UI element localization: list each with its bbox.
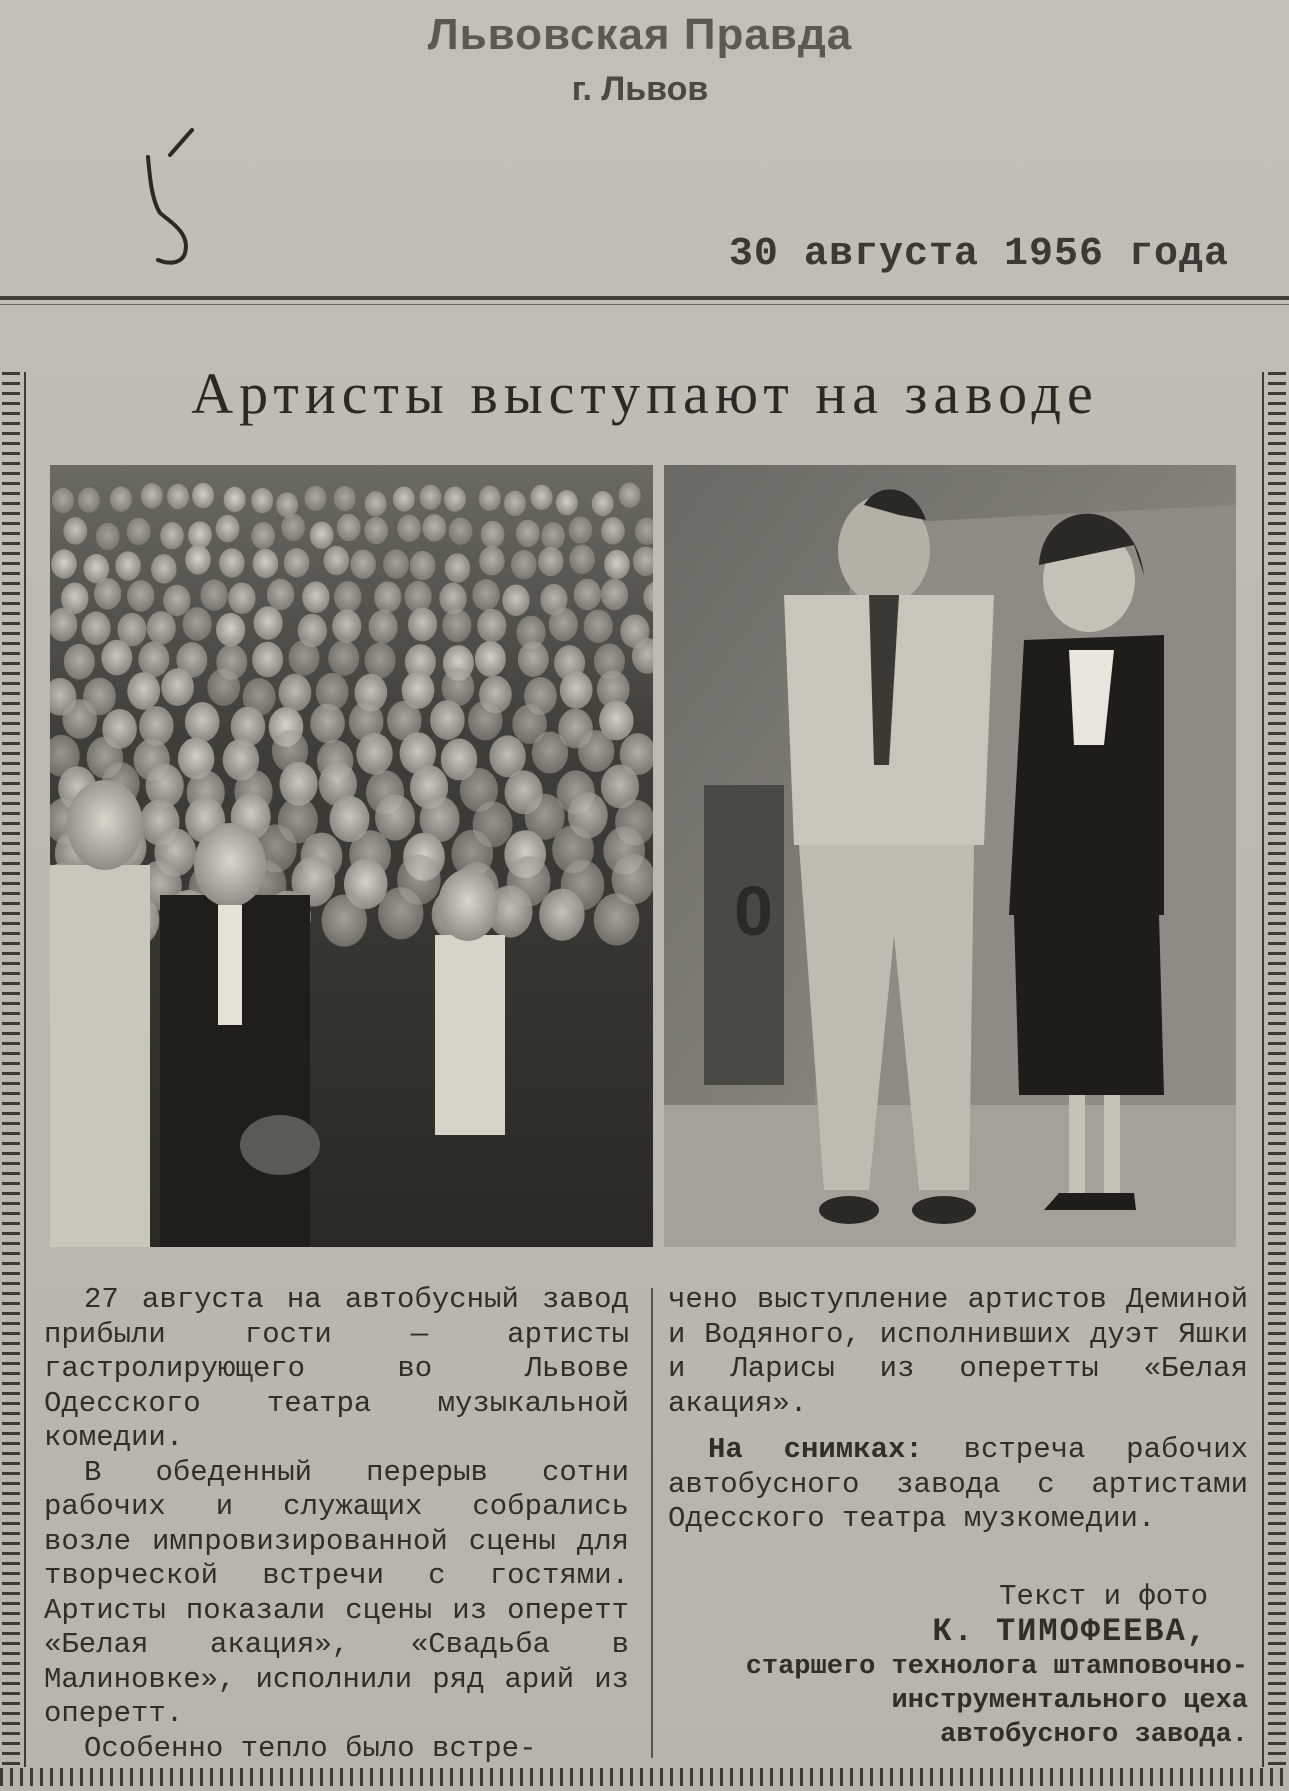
crowd-face bbox=[63, 517, 87, 544]
crowd-face bbox=[161, 668, 194, 706]
header-rule-thin bbox=[0, 304, 1289, 305]
border-line-right bbox=[1262, 372, 1264, 1767]
crowd-face bbox=[276, 492, 298, 517]
crowd-photo-image bbox=[50, 465, 653, 1247]
crowd-face bbox=[302, 581, 329, 613]
crowd-face bbox=[62, 699, 97, 739]
paragraph-3: Особенно тепло было встре- bbox=[84, 1731, 537, 1765]
newspaper-name: Львовская Правда bbox=[427, 10, 853, 59]
crowd-face bbox=[289, 640, 320, 676]
crowd-face bbox=[468, 701, 503, 741]
author-name: К. ТИМОФЕЕВА, bbox=[932, 1613, 1208, 1650]
crowd-face bbox=[569, 545, 595, 574]
crowd-face bbox=[192, 483, 214, 508]
crowd-face bbox=[430, 700, 465, 740]
crowd-face bbox=[310, 704, 345, 744]
column-separator bbox=[651, 1288, 653, 1758]
crowd-face bbox=[383, 549, 409, 578]
crowd-face bbox=[592, 491, 614, 516]
crowd-face bbox=[322, 895, 367, 947]
crowd-face bbox=[578, 730, 614, 772]
photo-caption bbox=[668, 1433, 1248, 1537]
crowd-face bbox=[356, 733, 392, 775]
article-headline: Артисты выступают на заводе bbox=[191, 361, 1099, 426]
crowd-face bbox=[350, 550, 376, 579]
crowd-face bbox=[52, 488, 74, 513]
crowd-face bbox=[96, 523, 120, 550]
crowd-face bbox=[601, 579, 628, 611]
crowd-face bbox=[138, 641, 169, 677]
credit-label: Текст и фото bbox=[999, 1580, 1208, 1613]
crowd-face bbox=[332, 609, 361, 643]
crowd-face bbox=[574, 579, 601, 611]
crowd-face bbox=[151, 554, 177, 583]
crowd-face bbox=[502, 584, 529, 616]
crowd-face bbox=[337, 514, 361, 541]
crowd-face bbox=[365, 491, 387, 516]
crowd-face bbox=[324, 546, 350, 575]
crowd-face bbox=[516, 520, 540, 547]
crowd-face bbox=[449, 517, 473, 544]
paragraph-1: 27 августа на автобусный завод прибыли гости — артисты гастролирующего во Львове Одесского театра музыкальной комедии. bbox=[44, 1283, 629, 1454]
svg-text:0: 0 bbox=[734, 872, 773, 950]
crowd-face bbox=[472, 579, 499, 611]
crowd-face bbox=[532, 732, 568, 774]
crowd-face bbox=[393, 486, 415, 511]
crowd-face bbox=[200, 579, 227, 611]
article-left-column bbox=[44, 1283, 629, 1766]
crowd-face bbox=[163, 585, 190, 617]
performers-photo-image bbox=[664, 465, 1236, 1247]
crowd-face bbox=[365, 643, 396, 679]
crowd-face bbox=[185, 702, 220, 742]
crowd-face bbox=[479, 486, 501, 511]
crowd-face bbox=[604, 550, 630, 579]
crowd-face bbox=[445, 553, 471, 582]
crowd-face bbox=[254, 606, 283, 640]
crowd-face bbox=[420, 485, 442, 510]
crowd-face bbox=[404, 581, 431, 613]
crowd-face bbox=[141, 483, 163, 508]
crowd-face bbox=[511, 550, 537, 579]
crowd-face bbox=[185, 545, 211, 574]
crowd-face bbox=[251, 488, 273, 513]
crowd-face bbox=[127, 580, 154, 612]
paragraph-2: В обеденный перерыв сотни рабочих и служащих собрались возле импровизированной сцены для творческой встречи с гостями. Артисты показали сцены из оперетт «Белая акация», «Свадьба в Малиновке», исполнили ряд арий из оперетт. bbox=[44, 1455, 629, 1730]
author-title: старшего технолога штамповочно-инструментального цеха автобусного завода. bbox=[745, 1652, 1248, 1750]
crowd-face bbox=[601, 517, 625, 544]
handwritten-mark bbox=[130, 125, 220, 270]
crowd-face bbox=[115, 551, 141, 580]
crowd-face bbox=[538, 547, 564, 576]
crowd-face bbox=[64, 644, 95, 680]
crowd-face bbox=[518, 641, 549, 677]
crowd-face bbox=[51, 549, 77, 578]
dashed-border-left bbox=[2, 372, 20, 1767]
newspaper-city: г. Львов bbox=[571, 70, 709, 108]
crowd-face bbox=[110, 486, 132, 511]
crowd-face bbox=[160, 522, 184, 549]
crowd-face bbox=[584, 609, 613, 643]
crowd-face bbox=[444, 486, 466, 511]
crowd-face bbox=[539, 889, 584, 941]
crowd-face bbox=[328, 640, 359, 676]
crowd-face bbox=[375, 795, 415, 841]
dashed-border-bottom bbox=[0, 1768, 1289, 1786]
crowd-face bbox=[228, 582, 255, 614]
crowd-face bbox=[167, 484, 189, 509]
crowd-face bbox=[479, 546, 505, 575]
crowd-face bbox=[481, 521, 505, 548]
dashed-border-right bbox=[1268, 372, 1286, 1767]
crowd-face bbox=[253, 549, 279, 578]
crowd-face bbox=[127, 518, 151, 545]
crowd-face bbox=[81, 611, 110, 645]
crowd-face bbox=[304, 486, 326, 511]
crowd-face bbox=[281, 514, 305, 541]
masthead bbox=[0, 0, 1289, 300]
article-right-column bbox=[668, 1283, 1248, 1537]
caption-lead: На снимках: bbox=[708, 1433, 923, 1466]
crowd-face bbox=[541, 522, 565, 549]
crowd-face bbox=[284, 548, 310, 577]
crowd-face bbox=[216, 515, 240, 542]
performers-photo bbox=[664, 465, 1236, 1247]
crowd-photo bbox=[50, 465, 653, 1247]
crowd-face bbox=[251, 522, 275, 549]
crowd-face bbox=[442, 609, 471, 643]
crowd-face bbox=[267, 579, 294, 611]
crowd-face bbox=[560, 671, 593, 709]
crowd-face bbox=[78, 487, 100, 512]
crowd-face bbox=[530, 485, 552, 510]
crowd-face bbox=[475, 641, 506, 677]
crowd-face bbox=[397, 515, 421, 542]
crowd-face bbox=[94, 578, 121, 610]
crowd-face bbox=[101, 640, 132, 676]
crowd-face bbox=[422, 514, 446, 541]
crowd-face bbox=[594, 893, 639, 945]
crowd-face bbox=[568, 516, 592, 543]
crowd-face bbox=[408, 608, 437, 642]
byline bbox=[700, 1580, 1248, 1752]
crowd-face bbox=[334, 486, 356, 511]
crowd-face bbox=[183, 607, 212, 641]
issue-date: 30 августа 1956 года bbox=[728, 232, 1229, 277]
crowd-face bbox=[619, 483, 641, 508]
crowd-face bbox=[549, 608, 578, 642]
crowd-face bbox=[219, 548, 245, 577]
caption-text: встреча рабочих автобусного завода с артистами Одесского театра музкомедии. bbox=[668, 1433, 1249, 1535]
crowd-face bbox=[207, 668, 240, 706]
crowd-face bbox=[410, 551, 436, 580]
crowd-face bbox=[279, 674, 312, 712]
crowd-face bbox=[364, 517, 388, 544]
crowd-face bbox=[147, 611, 176, 645]
crowd-face bbox=[378, 887, 423, 939]
crowd-face bbox=[368, 610, 397, 644]
crowd-face bbox=[188, 521, 212, 548]
border-line-left bbox=[24, 372, 26, 1767]
crowd-face bbox=[334, 581, 361, 613]
crowd-face bbox=[216, 613, 245, 647]
crowd-face bbox=[504, 491, 526, 516]
crowd-face bbox=[310, 522, 334, 549]
paragraph-continued: чено выступление артистов Деминой и Водяного, исполнивших дуэт Яшки и Ларисы из оперетты «Белая акация». bbox=[668, 1283, 1248, 1420]
crowd-face bbox=[374, 581, 401, 613]
header-rule bbox=[0, 296, 1289, 300]
crowd-face bbox=[224, 487, 246, 512]
crowd-face bbox=[477, 609, 506, 643]
crowd-face bbox=[127, 672, 160, 710]
crowd-face bbox=[252, 642, 283, 678]
crowd-face bbox=[556, 490, 578, 515]
